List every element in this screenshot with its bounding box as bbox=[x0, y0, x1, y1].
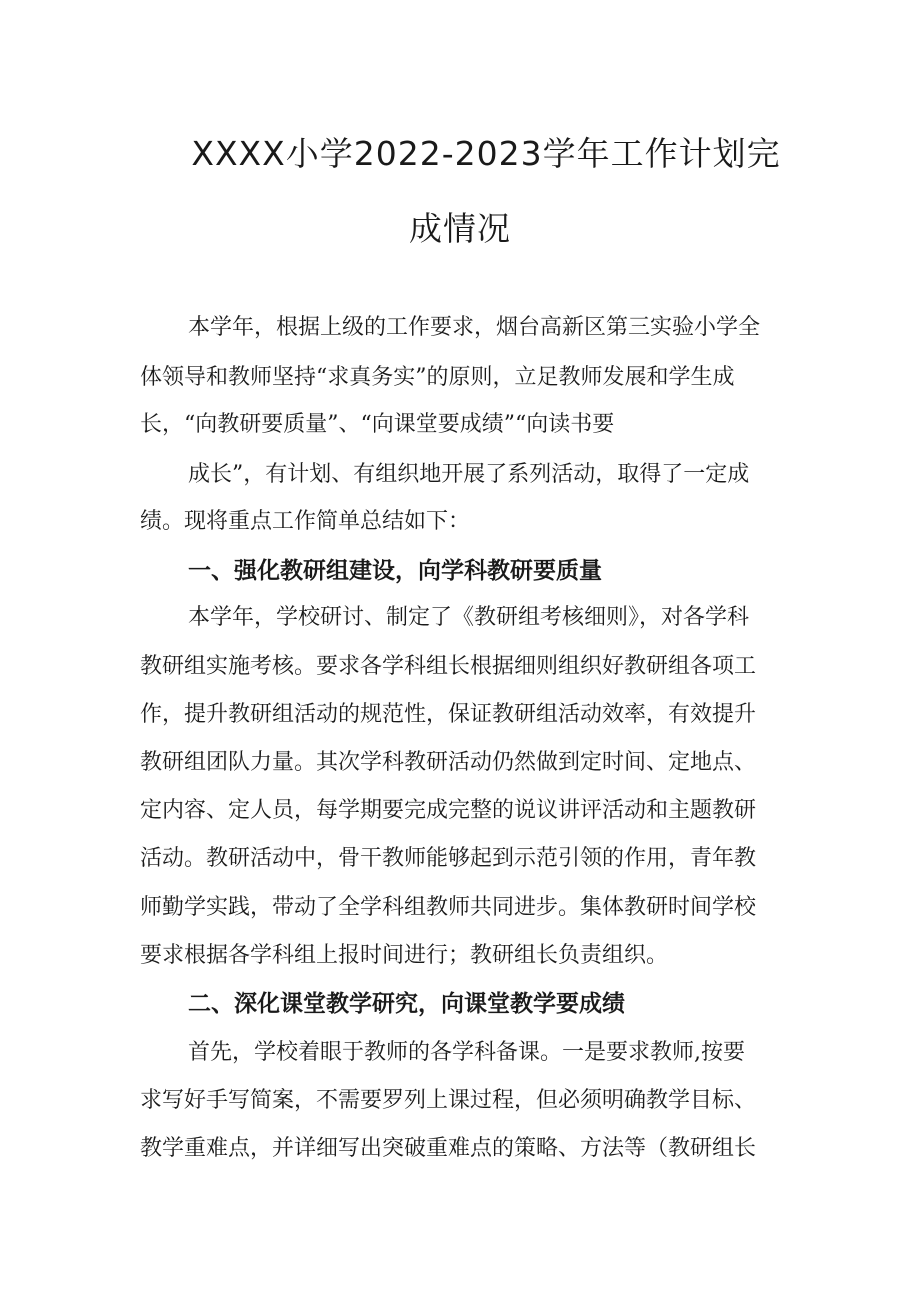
paragraph-line: 教研组实施考核。要求各学科组长根据细则组织好教研组各项工 bbox=[140, 654, 757, 679]
paragraph-line: 求写好手写简案，不需要罗列上课过程，但必须明确教学目标、 bbox=[140, 1088, 757, 1113]
paragraph-line: 成长”，有计划、有组织地开展了系列活动，取得了一定成 bbox=[188, 462, 750, 487]
document-title-line-1: XXXX小学2022-2023学年工作计划完 bbox=[191, 134, 781, 173]
paragraph-line: 教学重难点，并详细写出突破重难点的策略、方法等（教研组长 bbox=[140, 1136, 757, 1161]
paragraph-line: 定内容、定人员，每学期要完成完整的说议讲评活动和主题教研 bbox=[140, 798, 757, 823]
paragraph-line: 教研组团队力量。其次学科教研活动仍然做到定时间、定地点、 bbox=[140, 750, 757, 775]
section-heading-1: 一、强化教研组建设，向学科教研要质量 bbox=[188, 558, 602, 584]
paragraph-line: 作，提升教研组活动的规范性，保证教研组活动效率，有效提升 bbox=[140, 702, 757, 727]
paragraph-line: 体领导和教师坚持“求真务实”的原则，立足教师发展和学生成 bbox=[140, 365, 735, 390]
paragraph-line: 活动。教研活动中，骨干教师能够起到示范引领的作用，青年教 bbox=[140, 846, 757, 871]
section-heading-2: 二、深化课堂教学研究，向课堂教学要成绩 bbox=[188, 991, 625, 1017]
paragraph-line: 本学年，根据上级的工作要求，烟台高新区第三实验小学全 bbox=[188, 315, 761, 340]
paragraph-line: 绩。现将重点工作简单总结如下： bbox=[140, 509, 471, 534]
paragraph-line: 师勤学实践，带动了全学科组教师共同进步。集体教研时间学校 bbox=[140, 895, 757, 920]
document-title-line-2: 成情况 bbox=[409, 209, 511, 248]
paragraph-line: 首先，学校着眼于教师的各学科备课。一是要求教师,按要 bbox=[188, 1040, 745, 1065]
paragraph-line: 本学年，学校研讨、制定了《教研组考核细则》，对各学科 bbox=[188, 605, 750, 630]
paragraph-line: 要求根据各学科组上报时间进行；教研组长负责组织。 bbox=[140, 943, 669, 968]
paragraph-line: 长，“向教研要质量”、“向课堂要成绩”“向读书要 bbox=[140, 412, 615, 437]
